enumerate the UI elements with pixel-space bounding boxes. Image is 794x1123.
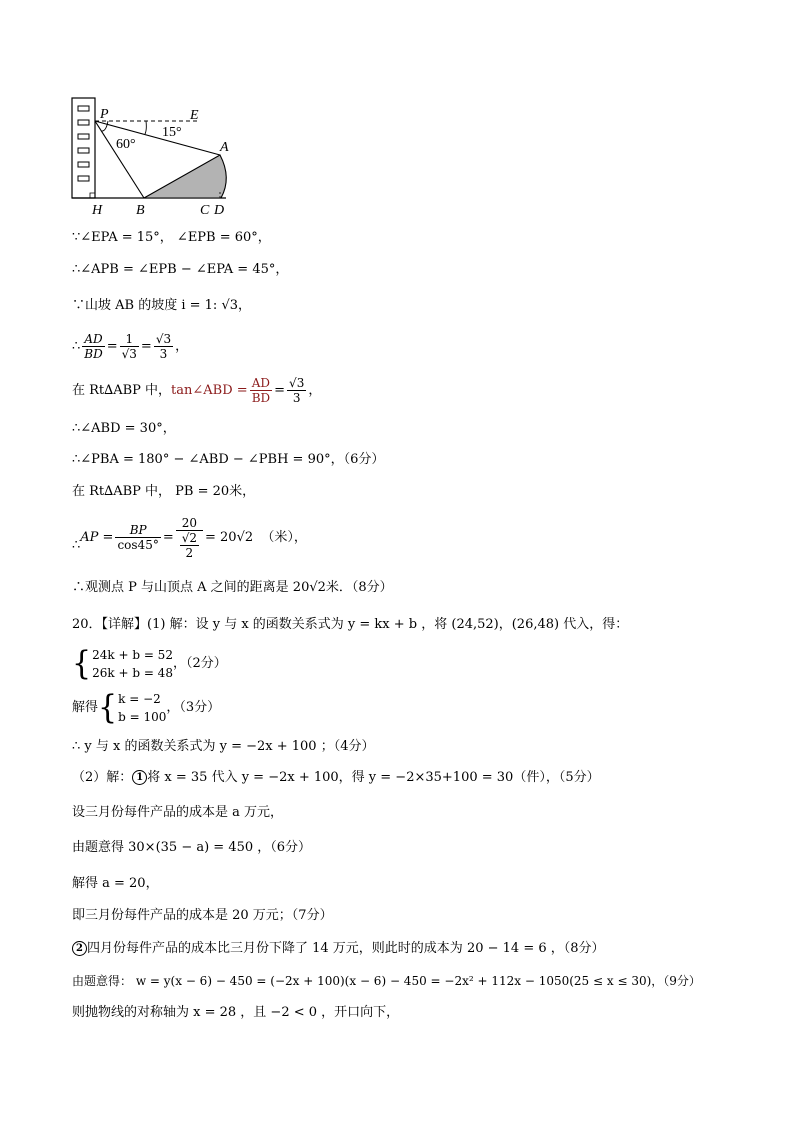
line-20	[72, 941, 605, 957]
label-b: B	[136, 203, 145, 218]
line-11: 20．【详解】(1) 解：设 y 与 x 的函数关系式为 y = kx + b ，将 (24,52)，(26,48) 代入，得：	[72, 617, 629, 632]
circled-1: 1	[132, 770, 147, 785]
line-13-end: ，（3分）	[166, 700, 221, 715]
line-9	[72, 510, 307, 574]
line-13-pre: 解得	[72, 700, 99, 715]
frac-num: AD	[250, 376, 272, 391]
line-18: 解得 a = 20，	[72, 876, 159, 891]
left-brace: {	[72, 643, 92, 683]
eq: =	[274, 383, 286, 398]
frac-num: √3	[155, 332, 172, 346]
line-3-sqrt: √3	[221, 298, 238, 313]
eq-20sqrt2: = 20√2	[205, 530, 254, 545]
frac-1-sqrt3	[120, 332, 139, 361]
building-windows	[78, 106, 89, 181]
left-brace: {	[98, 687, 118, 727]
line-6: ∴∠ABD = 30°，	[72, 421, 176, 436]
label-angle-15: 15°	[162, 125, 182, 140]
line-16: 设三月份每件产品的成本是 a 万元，	[72, 805, 284, 820]
frac-num: 20	[176, 516, 203, 531]
line-7: ∴∠PBA = 180° − ∠ABD − ∠PBH = 90°，（6分）	[72, 452, 385, 467]
frac-sqrt3-3b	[287, 376, 306, 405]
frac-den: 3	[159, 347, 168, 361]
frac-den: √3	[121, 347, 137, 361]
line-20-rest: 四月份每件产品的成本比三月份下降了 14 万元，则此时的成本为 20 − 14 = 6 ，（8分）	[87, 941, 605, 956]
equation-system	[92, 646, 173, 682]
frac-den: 2	[185, 545, 194, 560]
geometry-figure	[66, 94, 236, 219]
line-8: 在 Rt∆ABP 中， PB = 20米，	[72, 484, 256, 499]
label-a: A	[220, 140, 229, 155]
label-c: C	[200, 203, 210, 218]
frac-den-nested	[176, 531, 203, 560]
line-13	[72, 689, 220, 727]
frac-num: AD	[82, 332, 104, 347]
frac-den: BD	[84, 347, 103, 361]
line-12	[72, 645, 227, 683]
equation-2: 26k + b = 48	[92, 665, 173, 680]
label-angle-60: 60°	[116, 137, 136, 152]
line-17: 由题意得 30×(35 − a) = 450 ，（6分）	[72, 840, 312, 855]
line-4	[72, 330, 188, 364]
frac-den: BD	[251, 391, 271, 405]
line-9-pre: ∴	[72, 538, 81, 553]
frac-ad-bd	[82, 332, 104, 361]
line-5-end: ，	[308, 383, 322, 398]
label-p: P	[100, 107, 109, 122]
line-3-end: ，	[238, 298, 252, 313]
frac-num: BP	[115, 523, 160, 538]
solution-b: b = 100	[118, 709, 167, 724]
line-21: 由题意得： w = y(x − 6) − 450 = (−2x + 100)(x − 6) − 450 = −2x² + 112x − 1050(25 ≤ x ≤ 30)，（9分）	[72, 974, 701, 988]
eq: =	[140, 339, 152, 354]
frac-bp-cos	[115, 523, 160, 552]
line-15-rest: 将 x = 35 代入 y = −2x + 100，得 y = −2×35+100 = 30（件），（5分）	[147, 770, 600, 785]
frac-num: 1	[120, 332, 139, 347]
frac-ad-bd-red	[250, 376, 272, 405]
line-12-end: ，（2分）	[172, 656, 227, 671]
frac-20-sqrt2-2	[176, 516, 203, 560]
line-9-end: （米），	[261, 530, 307, 545]
line-3-text: ∵山坡 AB 的坡度 i = 1:	[72, 298, 222, 313]
equation-1: 24k + b = 52	[92, 647, 173, 662]
solution-k: k = −2	[118, 691, 161, 706]
frac-num: √2	[181, 530, 198, 545]
line-5-pre: 在 Rt∆ABP 中，	[72, 383, 172, 398]
line-4-end: ，	[175, 339, 189, 354]
frac-sqrt2-2	[180, 531, 199, 560]
line-22: 则抛物线的对称轴为 x = 28 ，且 −2 < 0 ，开口向下，	[72, 1005, 400, 1020]
line-15	[72, 770, 600, 786]
line-4-pre: ∴	[72, 339, 81, 354]
label-h: H	[92, 203, 103, 218]
frac-den: cos45°	[117, 538, 159, 552]
line-15-pre: （2）解：	[72, 770, 133, 785]
arc-15	[145, 121, 146, 134]
eq: =	[106, 339, 118, 354]
shaded-slope	[144, 155, 226, 198]
label-d: D	[214, 203, 225, 218]
frac-den: 3	[292, 391, 301, 405]
line-14: ∴ y 与 x 的函数关系式为 y = −2x + 100 ；（4分）	[72, 739, 375, 754]
circled-2: 2	[72, 941, 87, 956]
line-10: ∴观测点 P 与山顶点 A 之间的距离是 20√2米．（8分）	[72, 580, 393, 595]
solution-system	[118, 690, 166, 726]
line-1: ∵∠EPA = 15°， ∠EPB = 60°，	[72, 230, 271, 245]
frac-num: √3	[289, 376, 305, 390]
right-angle-h	[90, 193, 95, 198]
label-e: E	[190, 108, 199, 123]
line-19: 即三月份每件产品的成本是 20 万元；（7分）	[72, 908, 333, 923]
frac-sqrt3-3	[154, 332, 173, 361]
eq: =	[162, 530, 174, 545]
ap-eq: AP =	[80, 530, 114, 545]
line-3	[72, 298, 251, 314]
line-5	[72, 374, 321, 408]
line-2: ∴∠APB = ∠EPB − ∠EPA = 45°，	[72, 262, 289, 277]
tan-abd: tan∠ABD =	[171, 383, 248, 398]
